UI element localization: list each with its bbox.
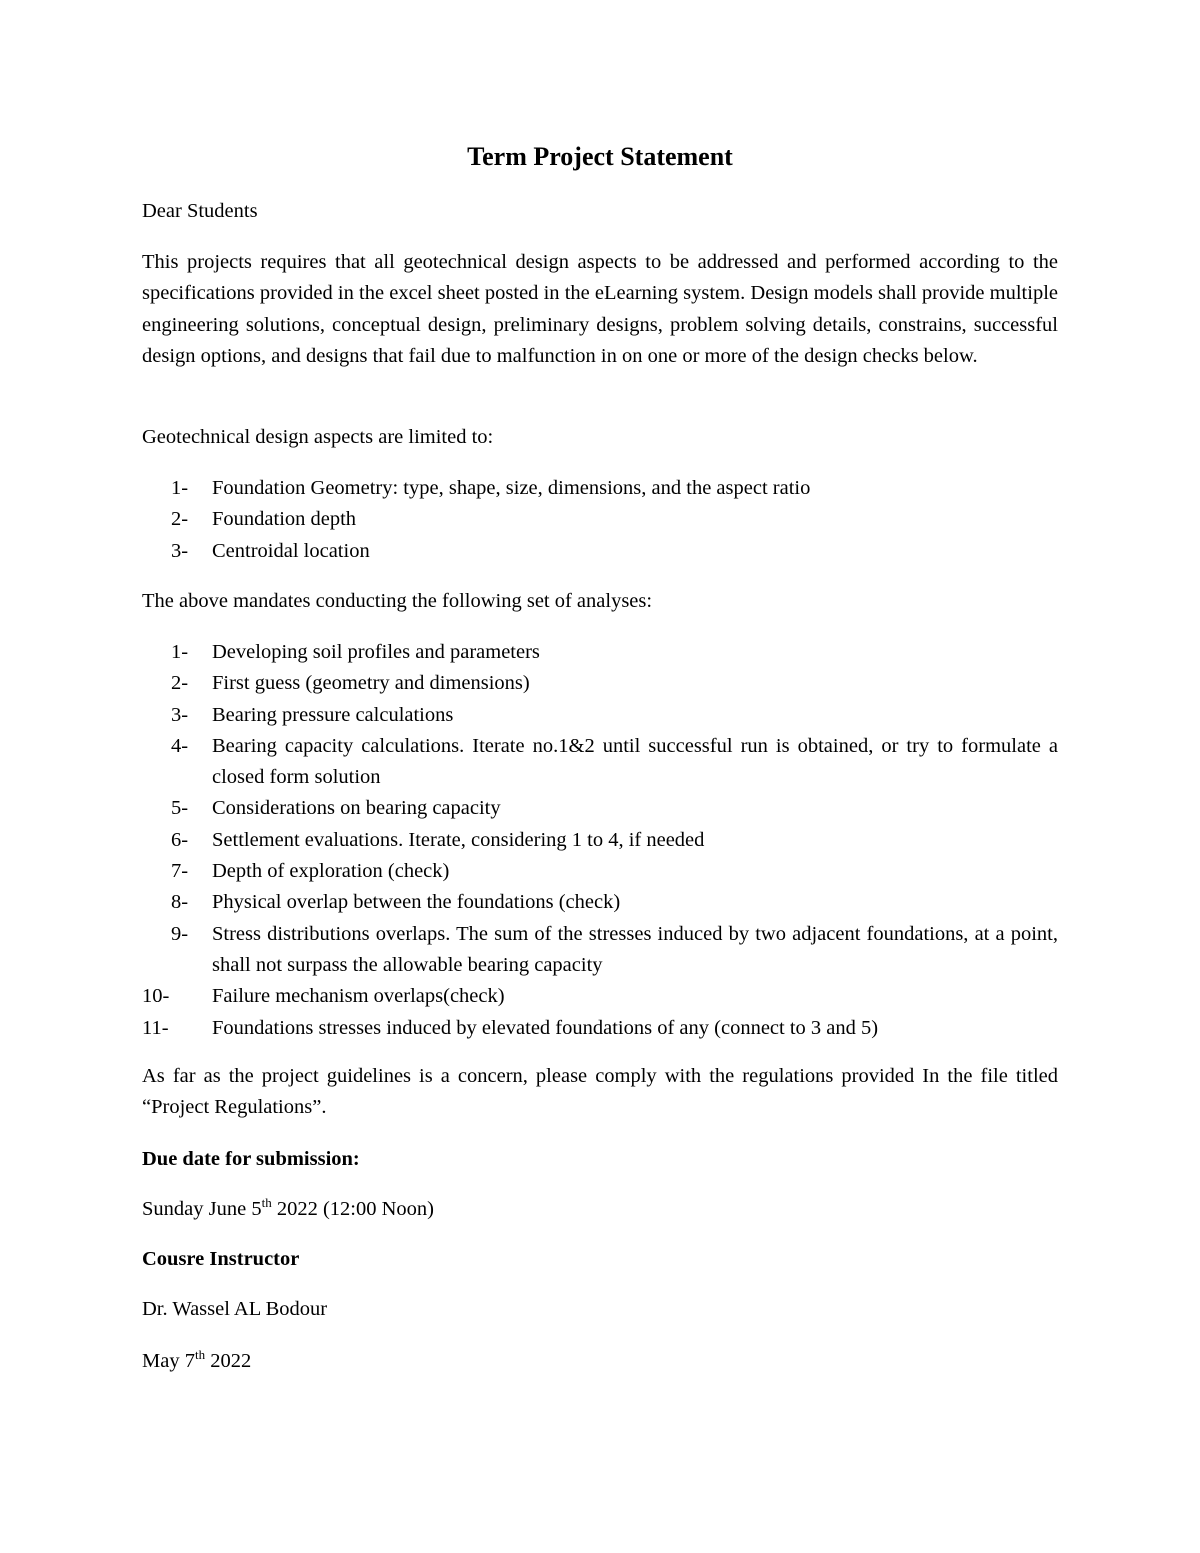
list-item — [142, 919, 1058, 982]
due-date-heading: Due date for submission: — [142, 1148, 360, 1170]
due-date-sup: th — [261, 1195, 272, 1211]
analyses-heading: The above mandates conducting the following set of analyses: — [142, 590, 653, 612]
issue-date — [142, 1346, 1058, 1377]
aspects-list — [142, 473, 1058, 567]
intro-paragraph: This projects requires that all geotechnical design aspects to be addressed and performed according to the specifications provided in the excel sheet posted in the eLearning system. Design models shall provide multiple engineering solutions, conceptual design, preliminary designs, problem solving details, constrains, successful design options, and designs that fail due to malfunction in on one or more of the design checks below. — [142, 251, 1058, 367]
list-item — [142, 793, 1058, 824]
list-item — [142, 981, 1058, 1012]
list-text: Considerations on bearing capacity — [212, 797, 501, 820]
aspects-heading: Geotechnical design aspects are limited to: — [142, 426, 494, 448]
list-number: 7- — [171, 860, 189, 883]
list-number: 3- — [171, 703, 189, 726]
list-number: 2- — [171, 672, 189, 695]
list-text: Bearing pressure calculations — [212, 703, 454, 726]
list-item — [142, 887, 1058, 918]
list-text: Physical overlap between the foundations (check) — [212, 891, 621, 914]
list-item — [142, 856, 1058, 887]
list-text: Centroidal location — [212, 539, 370, 562]
list-number: 1- — [171, 477, 189, 499]
list-number: 8- — [171, 891, 189, 914]
list-text: Stress distributions overlaps. The sum of the stresses induced by two adjacent foundations, at a point, shall not surpass the allowable bearing capacity — [212, 922, 1058, 976]
list-item — [142, 473, 1058, 504]
list-text: First guess (geometry and dimensions) — [212, 672, 530, 695]
due-date-suffix: 2022 (12:00 Noon) — [271, 1198, 434, 1220]
issue-date-sup: th — [194, 1347, 206, 1363]
list-number: 10- — [142, 985, 170, 1008]
list-number: 9- — [171, 922, 189, 945]
list-item — [142, 825, 1058, 856]
due-date-prefix: Sunday June 5 — [142, 1198, 262, 1220]
list-text: Foundation Geometry: type, shape, size, dimensions, and the aspect ratio — [212, 477, 811, 499]
list-number: 4- — [171, 734, 189, 757]
list-item — [142, 668, 1058, 699]
issue-date-suffix: 2022 — [205, 1350, 252, 1372]
list-number: 11- — [142, 1016, 169, 1039]
list-item — [142, 637, 1058, 668]
list-number: 1- — [171, 641, 189, 663]
greeting: Dear Students — [142, 200, 258, 222]
list-number: 3- — [171, 539, 189, 562]
list-number: 2- — [171, 508, 189, 531]
due-date — [142, 1194, 1058, 1225]
list-text: Failure mechanism overlaps(check) — [212, 985, 505, 1008]
list-text: Foundations stresses induced by elevated foundations of any (connect to 3 and 5) — [212, 1016, 879, 1039]
list-number: 5- — [171, 797, 189, 820]
list-item — [142, 731, 1058, 794]
instructor-name: Dr. Wassel AL Bodour — [142, 1298, 328, 1320]
list-item — [142, 700, 1058, 731]
list-text: Depth of exploration (check) — [212, 860, 450, 883]
list-item — [142, 504, 1058, 535]
guidelines-paragraph: As far as the project guidelines is a concern, please comply with the regulations provided In the file titled “Project Regulations”. — [142, 1065, 1058, 1119]
list-text: Foundation depth — [212, 508, 357, 531]
instructor-heading: Cousre Instructor — [142, 1248, 300, 1270]
page-title: Term Project Statement — [467, 142, 733, 171]
list-text: Bearing capacity calculations. Iterate no.1&2 until successful run is obtained, or try to formulate a closed form solution — [212, 734, 1058, 789]
analyses-list — [142, 637, 1058, 1044]
list-item — [142, 536, 1058, 567]
list-text: Settlement evaluations. Iterate, considering 1 to 4, if needed — [212, 828, 705, 851]
list-number: 6- — [171, 828, 189, 851]
issue-date-prefix: May 7 — [142, 1350, 195, 1372]
list-text: Developing soil profiles and parameters — [212, 641, 540, 663]
list-item — [142, 1013, 1058, 1044]
